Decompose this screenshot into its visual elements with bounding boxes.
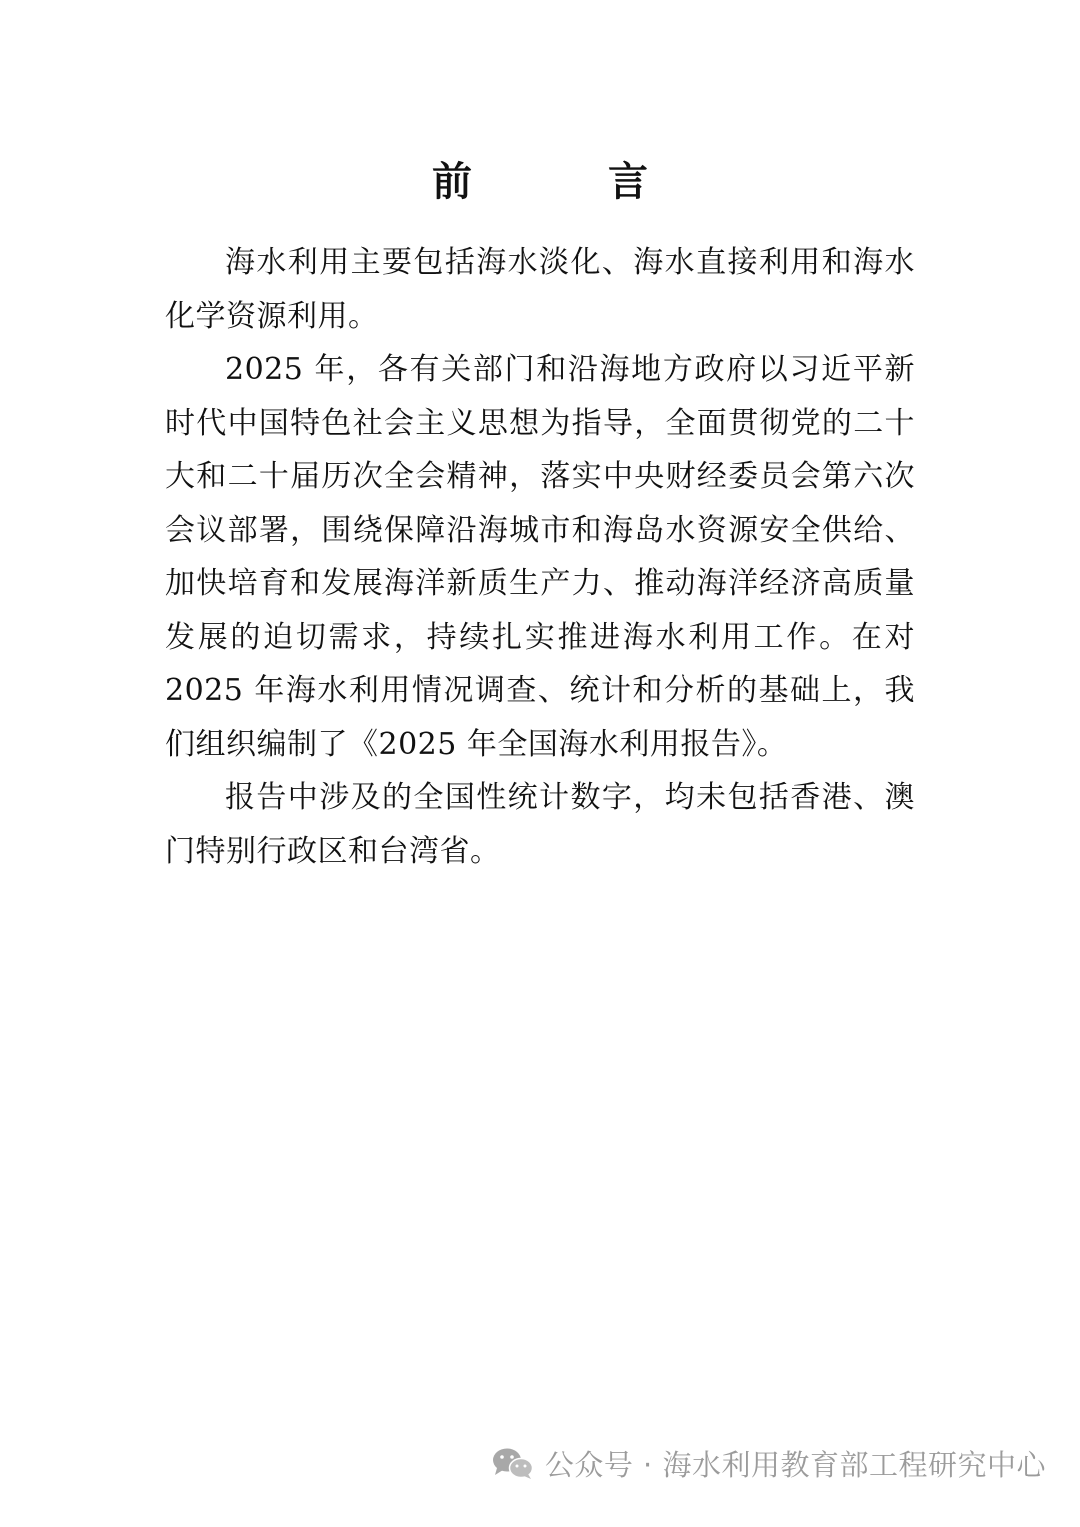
- paragraph-main: 2025 年，各有关部门和沿海地方政府以习近平新时代中国特色社会主义思想为指导，全面贯彻党的二十大和二十届历次全会精神，落实中央财经委员会第六次会议部署，围绕保障沿海城市和海岛水资源安全供给、加快培育和发展海洋新质生产力、推动海洋经济高质量发展的迫切需求，持续扎实推进海水利用工作。在对 2025 年海水利用情况调查、统计和分析的基础上，我们组织编制了《2025 年全国海水利用报告》。: [165, 352, 915, 762]
- paragraph-intro: 海水利用主要包括海水淡化、海水直接利用和海水化学资源利用。: [165, 245, 915, 334]
- wechat-icon: [491, 1446, 535, 1480]
- watermark-text: 公众号 · 海水利用教育部工程研究中心: [544, 1447, 1046, 1482]
- watermark: [491, 1438, 1046, 1488]
- page-title: 前 言: [432, 158, 696, 205]
- paragraph-note: 报告中涉及的全国性统计数字，均未包括香港、澳门特别行政区和台湾省。: [165, 780, 915, 869]
- document-body: [165, 236, 915, 878]
